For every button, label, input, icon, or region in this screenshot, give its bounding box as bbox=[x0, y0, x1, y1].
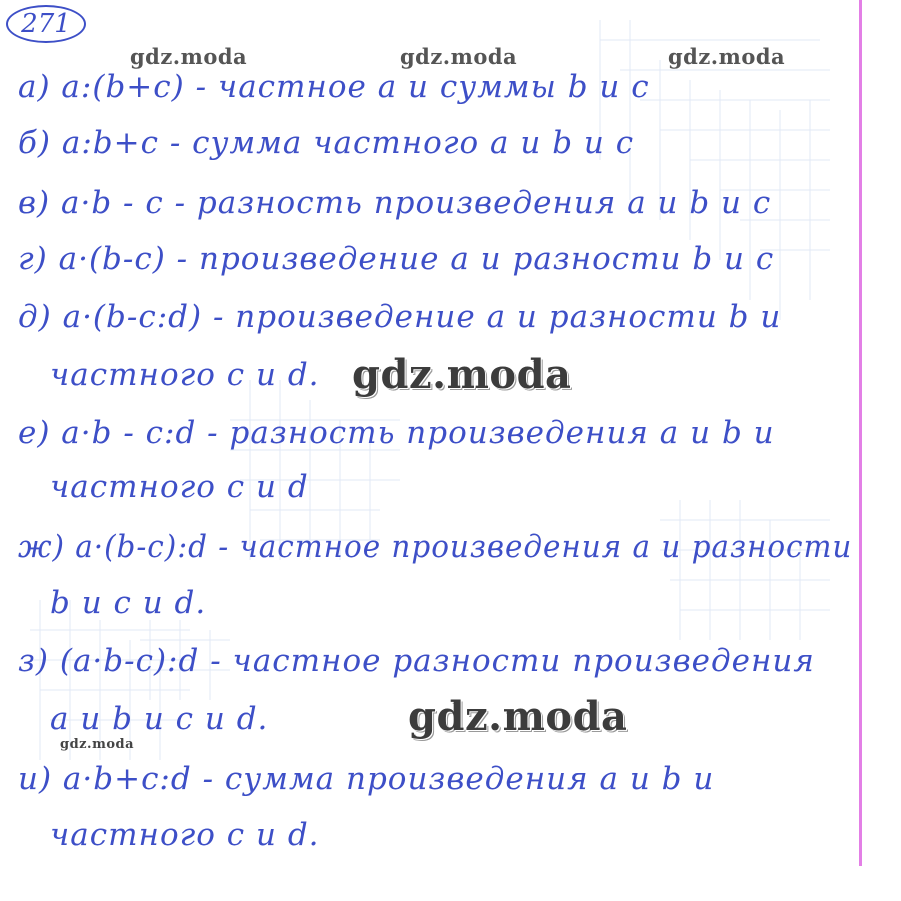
solution-line-i: и) a·b+c:d - сумма произведения a и b и bbox=[18, 761, 715, 797]
solution-line-d-cont: частного c и d. bbox=[50, 357, 320, 393]
watermark-small: gdz.moda bbox=[60, 737, 135, 752]
solution-line-g: г) a·(b-c) - произведение a и разности b и c bbox=[18, 241, 775, 277]
solution-line-z-cont: a и b и c и d. bbox=[50, 701, 269, 737]
solution-line-z: з) (a·b-c):d - частное разности произведения bbox=[18, 643, 815, 679]
watermark: gdz.moda bbox=[130, 44, 248, 69]
watermark-large: gdz.moda bbox=[408, 693, 628, 740]
solution-line-zh: ж) a·(b-c):d - частное произведения a и разности bbox=[18, 529, 853, 565]
solution-line-e: е) a·b - c:d - разность произведения a и b и bbox=[18, 415, 775, 451]
solution-line-b: б) a:b+c - сумма частного a и b и c bbox=[18, 125, 635, 161]
watermark-large: gdz.moda bbox=[352, 351, 572, 398]
solution-line-d: д) a·(b-c:d) - произведение a и разности b и bbox=[18, 299, 782, 335]
problem-number: 271 bbox=[6, 5, 86, 43]
solution-line-zh-cont: b и c и d. bbox=[50, 585, 207, 621]
solution-line-a: а) a:(b+c) - частное a и суммы b и c bbox=[18, 69, 650, 105]
solution-line-e-cont: частного c и d bbox=[50, 469, 309, 505]
solution-line-v: в) a·b - c - разность произведения a и b и c bbox=[18, 185, 772, 221]
notebook-margin-line bbox=[859, 0, 862, 866]
watermark: gdz.moda bbox=[400, 44, 518, 69]
watermark: gdz.moda bbox=[668, 44, 786, 69]
solution-line-i-cont: частного c и d. bbox=[50, 817, 320, 853]
